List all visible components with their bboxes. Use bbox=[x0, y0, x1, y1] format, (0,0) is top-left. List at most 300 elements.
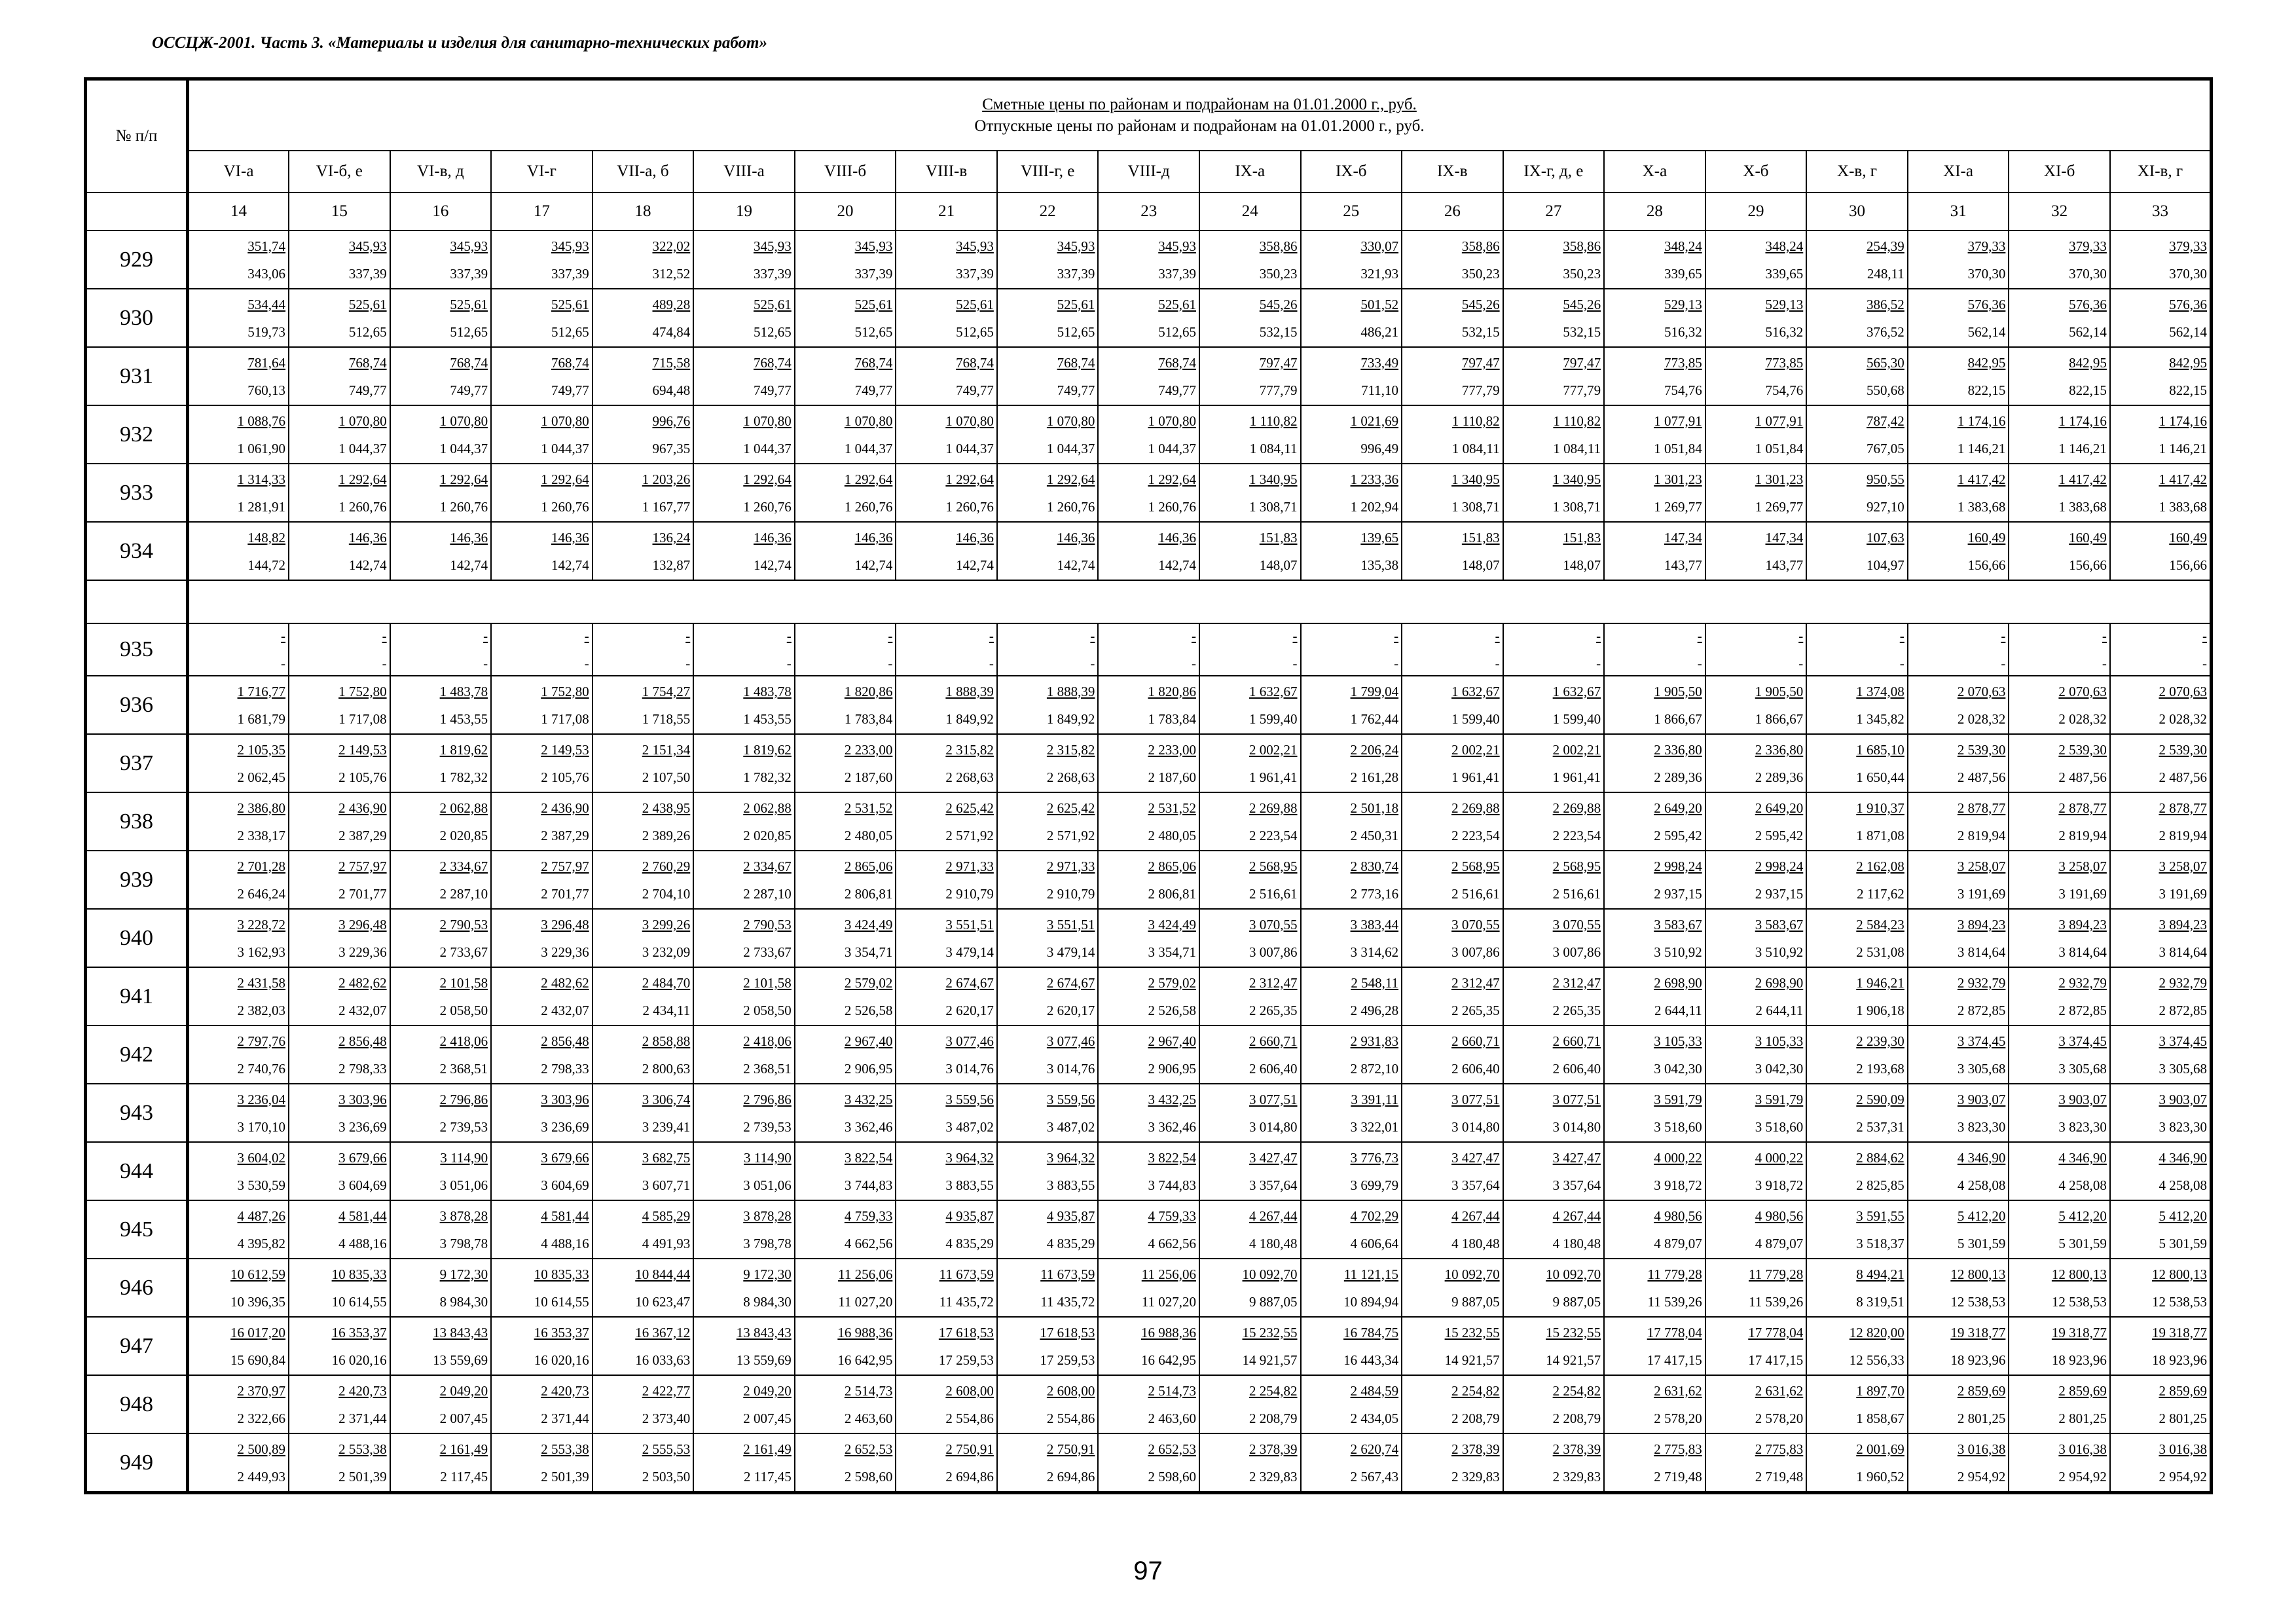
column-number-row bbox=[86, 193, 2212, 231]
estimate-price: 3 878,28 bbox=[439, 1208, 488, 1224]
estimate-price: 3 299,26 bbox=[642, 916, 691, 932]
table-row bbox=[86, 623, 2212, 676]
estimate-price: 3 903,07 bbox=[1957, 1091, 2006, 1107]
column-number: 19 bbox=[693, 193, 795, 231]
estimate-price: 2 049,20 bbox=[743, 1382, 792, 1399]
price-cell bbox=[592, 734, 694, 792]
estimate-price: 1 819,62 bbox=[743, 741, 792, 758]
estimate-price: 2 865,06 bbox=[1148, 858, 1196, 874]
price-cell bbox=[491, 1375, 592, 1433]
price-cell bbox=[795, 909, 896, 967]
selling-price: 3 239,41 bbox=[642, 1118, 691, 1135]
price-cell bbox=[1402, 522, 1503, 580]
selling-price: 2 107,50 bbox=[642, 769, 691, 785]
price-cell bbox=[1806, 522, 1908, 580]
estimate-price: 501,52 bbox=[1360, 296, 1399, 312]
price-cell bbox=[592, 1433, 694, 1493]
price-cell bbox=[188, 676, 289, 734]
region-header: XI-б bbox=[2009, 151, 2110, 193]
estimate-price: 996,76 bbox=[652, 413, 691, 429]
estimate-price: 16 017,20 bbox=[230, 1324, 286, 1340]
selling-price: - bbox=[2001, 655, 2006, 671]
table-title-row bbox=[86, 79, 2212, 151]
estimate-price: 1 340,95 bbox=[1249, 471, 1298, 487]
price-cell bbox=[1806, 231, 1908, 289]
price-cell bbox=[2009, 967, 2110, 1025]
estimate-price: 2 161,49 bbox=[439, 1441, 488, 1457]
price-cell bbox=[1503, 405, 1605, 464]
price-cell bbox=[592, 464, 694, 522]
price-cell bbox=[1503, 792, 1605, 851]
estimate-price: 2 856,48 bbox=[338, 1033, 387, 1049]
selling-price: 343,06 bbox=[247, 265, 286, 282]
estimate-price: 4 267,44 bbox=[1249, 1208, 1298, 1224]
price-cell bbox=[188, 347, 289, 405]
selling-price: 767,05 bbox=[1867, 440, 1904, 456]
estimate-price: 2 378,39 bbox=[1451, 1441, 1500, 1457]
selling-price: 3 798,78 bbox=[743, 1235, 792, 1251]
selling-price: 3 510,92 bbox=[1755, 944, 1804, 960]
estimate-price: 10 092,70 bbox=[1242, 1266, 1298, 1282]
price-cell bbox=[592, 1259, 694, 1317]
price-cell bbox=[188, 1433, 289, 1493]
selling-price: 3 354,71 bbox=[1148, 944, 1196, 960]
estimate-price: 3 303,96 bbox=[541, 1091, 589, 1107]
price-cell bbox=[390, 347, 492, 405]
price-cell bbox=[997, 1433, 1099, 1493]
estimate-price: 950,55 bbox=[1867, 471, 1904, 487]
estimate-price: 2 674,67 bbox=[945, 974, 994, 991]
price-cell bbox=[1503, 623, 1605, 676]
selling-price: 2 028,32 bbox=[2058, 710, 2107, 727]
estimate-price: 2 420,73 bbox=[338, 1382, 387, 1399]
selling-price: 1 044,37 bbox=[743, 440, 792, 456]
price-cell bbox=[795, 792, 896, 851]
selling-price: 2 516,61 bbox=[1451, 885, 1500, 902]
selling-price: 2 644,11 bbox=[1654, 1002, 1702, 1018]
estimate-price: 787,42 bbox=[1867, 413, 1904, 429]
estimate-price: 2 482,62 bbox=[541, 974, 589, 991]
selling-price: 2 606,40 bbox=[1249, 1060, 1298, 1077]
estimate-price: 576,36 bbox=[2169, 296, 2207, 312]
price-cell bbox=[491, 1317, 592, 1375]
estimate-price: 1 070,80 bbox=[1148, 413, 1196, 429]
price-cell bbox=[1705, 1142, 1807, 1200]
price-cell bbox=[1503, 1259, 1605, 1317]
row-number: 942 bbox=[86, 1025, 188, 1084]
selling-price: 16 020,16 bbox=[534, 1352, 589, 1368]
estimate-price: 19 318,77 bbox=[2051, 1324, 2107, 1340]
selling-price: 4 258,08 bbox=[2058, 1177, 2107, 1193]
selling-price: 3 530,59 bbox=[237, 1177, 286, 1193]
estimate-price: 2 149,53 bbox=[338, 741, 387, 758]
estimate-price: 2 002,21 bbox=[1451, 741, 1500, 758]
price-cell bbox=[1098, 522, 1199, 580]
estimate-price: 842,95 bbox=[2069, 354, 2107, 371]
price-cell bbox=[1908, 1084, 2009, 1142]
selling-price: 532,15 bbox=[1563, 323, 1601, 340]
selling-price: - bbox=[1292, 655, 1298, 671]
price-cell bbox=[390, 464, 492, 522]
selling-price: 3 014,80 bbox=[1451, 1118, 1500, 1135]
price-cell bbox=[1705, 464, 1807, 522]
price-cell bbox=[1806, 1142, 1908, 1200]
estimate-price: 768,74 bbox=[754, 354, 792, 371]
row-number: 944 bbox=[86, 1142, 188, 1200]
selling-price: 1 650,44 bbox=[1856, 769, 1904, 785]
price-cell bbox=[1705, 405, 1807, 464]
selling-price: 2 578,20 bbox=[1755, 1410, 1804, 1426]
selling-price: 512,65 bbox=[551, 323, 589, 340]
selling-price: 3 479,14 bbox=[1046, 944, 1095, 960]
price-cell bbox=[188, 734, 289, 792]
estimate-price: 545,26 bbox=[1563, 296, 1601, 312]
price-cell bbox=[896, 1142, 997, 1200]
price-cell bbox=[1908, 1200, 2009, 1259]
column-number: 18 bbox=[592, 193, 694, 231]
estimate-price: 2 418,06 bbox=[743, 1033, 792, 1049]
price-cell bbox=[491, 909, 592, 967]
price-cell bbox=[1199, 1259, 1301, 1317]
price-cell bbox=[693, 676, 795, 734]
selling-price: 2 329,83 bbox=[1552, 1468, 1601, 1485]
price-cell bbox=[1402, 1084, 1503, 1142]
price-cell bbox=[1908, 405, 2009, 464]
selling-price: 2 432,07 bbox=[338, 1002, 387, 1018]
selling-price: 749,77 bbox=[348, 382, 387, 398]
estimate-price: 16 784,75 bbox=[1343, 1324, 1399, 1340]
estimate-price: 345,93 bbox=[956, 238, 994, 254]
estimate-price: 2 998,24 bbox=[1755, 858, 1804, 874]
estimate-price: 4 759,33 bbox=[1148, 1208, 1196, 1224]
row-number: 933 bbox=[86, 464, 188, 522]
estimate-price: 2 579,02 bbox=[1148, 974, 1196, 991]
price-cell bbox=[1604, 676, 1705, 734]
price-cell bbox=[1301, 1259, 1402, 1317]
selling-price: 3 229,36 bbox=[541, 944, 589, 960]
price-cell bbox=[188, 289, 289, 347]
estimate-price: 842,95 bbox=[1967, 354, 2006, 371]
estimate-price: 1 070,80 bbox=[439, 413, 488, 429]
estimate-price: 345,93 bbox=[754, 238, 792, 254]
estimate-price: 2 553,38 bbox=[338, 1441, 387, 1457]
estimate-price: 525,61 bbox=[1158, 296, 1196, 312]
selling-price: 3 191,69 bbox=[2159, 885, 2207, 902]
selling-price: 516,32 bbox=[1664, 323, 1702, 340]
price-cell bbox=[1503, 967, 1605, 1025]
estimate-price: 773,85 bbox=[1664, 354, 1702, 371]
column-number: 20 bbox=[795, 193, 896, 231]
column-number: 29 bbox=[1705, 193, 1807, 231]
price-cell bbox=[390, 405, 492, 464]
estimate-price: 2 660,71 bbox=[1552, 1033, 1601, 1049]
estimate-price: 2 436,90 bbox=[338, 800, 387, 816]
estimate-price: 16 353,37 bbox=[331, 1324, 387, 1340]
estimate-price: 2 775,83 bbox=[1755, 1441, 1804, 1457]
price-cell bbox=[896, 464, 997, 522]
selling-price: 3 510,92 bbox=[1654, 944, 1702, 960]
price-cell bbox=[1301, 1433, 1402, 1493]
price-cell bbox=[592, 1317, 694, 1375]
price-cell bbox=[1908, 1025, 2009, 1084]
estimate-price: 2 971,33 bbox=[945, 858, 994, 874]
estimate-price: 2 420,73 bbox=[541, 1382, 589, 1399]
column-number: 32 bbox=[2009, 193, 2110, 231]
selling-price: 532,15 bbox=[1259, 323, 1298, 340]
selling-price: 2 800,63 bbox=[642, 1060, 691, 1077]
estimate-price: 2 652,53 bbox=[844, 1441, 893, 1457]
price-cell bbox=[1806, 405, 1908, 464]
estimate-price: 3 070,55 bbox=[1249, 916, 1298, 932]
estimate-price: 2 539,30 bbox=[2058, 741, 2107, 758]
selling-price: 3 814,64 bbox=[2159, 944, 2207, 960]
price-cell bbox=[997, 1375, 1099, 1433]
estimate-price: 1 292,64 bbox=[338, 471, 387, 487]
estimate-price: 2 830,74 bbox=[1350, 858, 1399, 874]
price-cell bbox=[896, 1084, 997, 1142]
selling-price: 3 042,30 bbox=[1654, 1060, 1702, 1077]
selling-price: 4 180,48 bbox=[1451, 1235, 1500, 1251]
selling-price: 11 435,72 bbox=[1040, 1293, 1095, 1310]
price-cell bbox=[1503, 289, 1605, 347]
estimate-price: 2 070,63 bbox=[2058, 683, 2107, 699]
price-cell bbox=[491, 231, 592, 289]
estimate-price: 16 353,37 bbox=[534, 1324, 589, 1340]
selling-price: 3 518,60 bbox=[1755, 1118, 1804, 1135]
price-cell bbox=[693, 1317, 795, 1375]
price-cell bbox=[1098, 347, 1199, 405]
price-cell bbox=[2110, 1200, 2212, 1259]
price-cell bbox=[289, 1084, 390, 1142]
selling-price: 2 387,29 bbox=[338, 827, 387, 843]
selling-price: 1 866,67 bbox=[1755, 710, 1804, 727]
estimate-price: 2 625,42 bbox=[945, 800, 994, 816]
np-header: № п/п bbox=[86, 79, 188, 193]
estimate-price: 2 484,70 bbox=[642, 974, 691, 991]
estimate-price: 2 971,33 bbox=[1046, 858, 1095, 874]
selling-price: 3 823,30 bbox=[1957, 1118, 2006, 1135]
selling-price: - bbox=[1899, 655, 1904, 671]
selling-price: 5 301,59 bbox=[2058, 1235, 2107, 1251]
price-cell bbox=[2009, 734, 2110, 792]
selling-price: 2 480,05 bbox=[844, 827, 893, 843]
selling-price: 2 117,45 bbox=[440, 1468, 488, 1485]
selling-price: 1 782,32 bbox=[439, 769, 488, 785]
estimate-price: - bbox=[1899, 628, 1904, 644]
estimate-price: 11 779,28 bbox=[1647, 1266, 1702, 1282]
selling-price: 2 487,56 bbox=[2058, 769, 2107, 785]
estimate-price: 3 559,56 bbox=[1046, 1091, 1095, 1107]
price-cell bbox=[2009, 347, 2110, 405]
selling-price: 519,73 bbox=[247, 323, 286, 340]
estimate-price: 1 174,16 bbox=[1957, 413, 2006, 429]
estimate-price: 1 110,82 bbox=[1249, 413, 1298, 429]
selling-price: 1 717,08 bbox=[338, 710, 387, 727]
table-row bbox=[86, 1375, 2212, 1433]
estimate-price: 2 796,86 bbox=[439, 1091, 488, 1107]
estimate-price: 3 016,38 bbox=[2058, 1441, 2107, 1457]
estimate-price: 10 835,33 bbox=[534, 1266, 589, 1282]
estimate-price: 2 548,11 bbox=[1351, 974, 1399, 991]
selling-price: 16 033,63 bbox=[635, 1352, 691, 1368]
selling-price: - bbox=[786, 655, 792, 671]
price-cell bbox=[1908, 909, 2009, 967]
selling-price: 15 690,84 bbox=[230, 1352, 286, 1368]
estimate-price: 15 232,55 bbox=[1444, 1324, 1500, 1340]
selling-price: 2 480,05 bbox=[1148, 827, 1196, 843]
estimate-price: 2 233,00 bbox=[1148, 741, 1196, 758]
price-cell bbox=[693, 405, 795, 464]
price-cell bbox=[2110, 231, 2212, 289]
price-cell bbox=[289, 464, 390, 522]
selling-price: 749,77 bbox=[956, 382, 994, 398]
estimate-price: 3 903,07 bbox=[2058, 1091, 2107, 1107]
price-cell bbox=[1705, 289, 1807, 347]
price-cell bbox=[2110, 851, 2212, 909]
region-header: XI-в, г bbox=[2110, 151, 2212, 193]
price-cell bbox=[1301, 676, 1402, 734]
price-cell bbox=[997, 405, 1099, 464]
price-cell bbox=[997, 967, 1099, 1025]
estimate-price: 525,61 bbox=[450, 296, 488, 312]
estimate-price: 1 754,27 bbox=[642, 683, 691, 699]
estimate-price: - bbox=[685, 628, 691, 644]
estimate-price: 2 378,39 bbox=[1249, 1441, 1298, 1457]
price-cell bbox=[2110, 676, 2212, 734]
price-cell bbox=[592, 1025, 694, 1084]
selling-price: 2 208,79 bbox=[1249, 1410, 1298, 1426]
selling-price: 1 599,40 bbox=[1451, 710, 1500, 727]
estimate-price: 2 660,71 bbox=[1249, 1033, 1298, 1049]
estimate-price: 2 998,24 bbox=[1654, 858, 1702, 874]
price-cell bbox=[693, 734, 795, 792]
selling-price: 1 084,11 bbox=[1249, 440, 1298, 456]
estimate-price: 2 062,88 bbox=[439, 800, 488, 816]
price-cell bbox=[1402, 347, 1503, 405]
price-cell bbox=[592, 1375, 694, 1433]
price-cell bbox=[390, 1142, 492, 1200]
price-cell bbox=[188, 1375, 289, 1433]
estimate-price: 11 121,15 bbox=[1343, 1266, 1399, 1282]
table-title bbox=[188, 79, 2212, 151]
price-cell bbox=[997, 1084, 1099, 1142]
selling-price: 4 180,48 bbox=[1552, 1235, 1601, 1251]
selling-price: 17 417,15 bbox=[1647, 1352, 1702, 1368]
price-cell bbox=[1604, 1025, 1705, 1084]
selling-price: 2 289,36 bbox=[1654, 769, 1702, 785]
estimate-price: 3 077,51 bbox=[1552, 1091, 1601, 1107]
estimate-price: 2 070,63 bbox=[2159, 683, 2207, 699]
selling-price: 2 501,39 bbox=[338, 1468, 387, 1485]
estimate-price: 2 590,09 bbox=[1856, 1091, 1904, 1107]
estimate-price: 2 932,79 bbox=[2159, 974, 2207, 991]
price-cell bbox=[1402, 1375, 1503, 1433]
selling-price: 4 488,16 bbox=[541, 1235, 589, 1251]
selling-price: 3 014,80 bbox=[1249, 1118, 1298, 1135]
selling-price: 3 918,72 bbox=[1654, 1177, 1702, 1193]
selling-price: 1 453,55 bbox=[439, 710, 488, 727]
selling-price: - bbox=[1495, 655, 1500, 671]
selling-price: 2 825,85 bbox=[1856, 1177, 1904, 1193]
price-cell bbox=[188, 1025, 289, 1084]
price-cell bbox=[2110, 792, 2212, 851]
selling-price: 2 289,36 bbox=[1755, 769, 1804, 785]
price-cell bbox=[1402, 676, 1503, 734]
estimate-price: 17 778,04 bbox=[1647, 1324, 1702, 1340]
estimate-price: 2 070,63 bbox=[1957, 683, 2006, 699]
selling-price: 2 937,15 bbox=[1654, 885, 1702, 902]
selling-price: 3 518,60 bbox=[1654, 1118, 1702, 1135]
price-cell bbox=[1705, 967, 1807, 1025]
price-cell bbox=[1301, 1084, 1402, 1142]
estimate-price: 3 822,54 bbox=[1148, 1149, 1196, 1166]
price-cell bbox=[592, 676, 694, 734]
selling-price: - bbox=[2202, 655, 2207, 671]
selling-price: 248,11 bbox=[1867, 265, 1904, 282]
estimate-price: 576,36 bbox=[1967, 296, 2006, 312]
price-cell bbox=[1908, 734, 2009, 792]
selling-price: 1 783,84 bbox=[844, 710, 893, 727]
estimate-price: 3 114,90 bbox=[744, 1149, 792, 1166]
selling-price: 749,77 bbox=[1158, 382, 1196, 398]
estimate-price: 3 432,25 bbox=[844, 1091, 893, 1107]
selling-price: 2 701,77 bbox=[338, 885, 387, 902]
selling-price: 2 208,79 bbox=[1552, 1410, 1601, 1426]
selling-price: 3 518,37 bbox=[1856, 1235, 1904, 1251]
selling-price: 3 042,30 bbox=[1755, 1060, 1804, 1077]
estimate-price: 2 101,58 bbox=[439, 974, 488, 991]
estimate-price: 2 790,53 bbox=[439, 916, 488, 932]
estimate-price: 4 581,44 bbox=[541, 1208, 589, 1224]
estimate-price: 2 539,30 bbox=[2159, 741, 2207, 758]
column-number: 24 bbox=[1199, 193, 1301, 231]
selling-price: 3 699,79 bbox=[1350, 1177, 1399, 1193]
selling-price: 2 598,60 bbox=[1148, 1468, 1196, 1485]
column-number: 25 bbox=[1301, 193, 1402, 231]
price-cell bbox=[1098, 1317, 1199, 1375]
price-cell bbox=[289, 734, 390, 792]
selling-price: 104,97 bbox=[1867, 557, 1904, 573]
estimate-price: 2 884,62 bbox=[1856, 1149, 1904, 1166]
region-header: VI-г bbox=[491, 151, 592, 193]
price-cell bbox=[1705, 1375, 1807, 1433]
selling-price: 2 193,68 bbox=[1856, 1060, 1904, 1077]
price-cell bbox=[2110, 967, 2212, 1025]
selling-price: 3 918,72 bbox=[1755, 1177, 1804, 1193]
selling-price: 1 599,40 bbox=[1552, 710, 1601, 727]
price-cell bbox=[1098, 1433, 1199, 1493]
selling-price: 156,66 bbox=[1967, 557, 2006, 573]
selling-price: 3 604,69 bbox=[541, 1177, 589, 1193]
price-cell bbox=[1098, 623, 1199, 676]
selling-price: 2 806,81 bbox=[844, 885, 893, 902]
estimate-price: 4 759,33 bbox=[844, 1208, 893, 1224]
selling-price: 370,30 bbox=[2169, 265, 2207, 282]
price-cell bbox=[1604, 909, 1705, 967]
price-cell bbox=[1098, 1025, 1199, 1084]
selling-price: 749,77 bbox=[854, 382, 893, 398]
estimate-price: 2 760,29 bbox=[642, 858, 691, 874]
estimate-price: 3 551,51 bbox=[1046, 916, 1095, 932]
price-cell bbox=[2110, 1259, 2212, 1317]
estimate-price: 5 412,20 bbox=[1957, 1208, 2006, 1224]
price-cell bbox=[592, 851, 694, 909]
estimate-price: 146,36 bbox=[348, 529, 387, 545]
estimate-price: 4 980,56 bbox=[1654, 1208, 1702, 1224]
estimate-price: 3 236,04 bbox=[237, 1091, 286, 1107]
estimate-price: 3 374,45 bbox=[2159, 1033, 2207, 1049]
region-header: IX-а bbox=[1199, 151, 1301, 193]
